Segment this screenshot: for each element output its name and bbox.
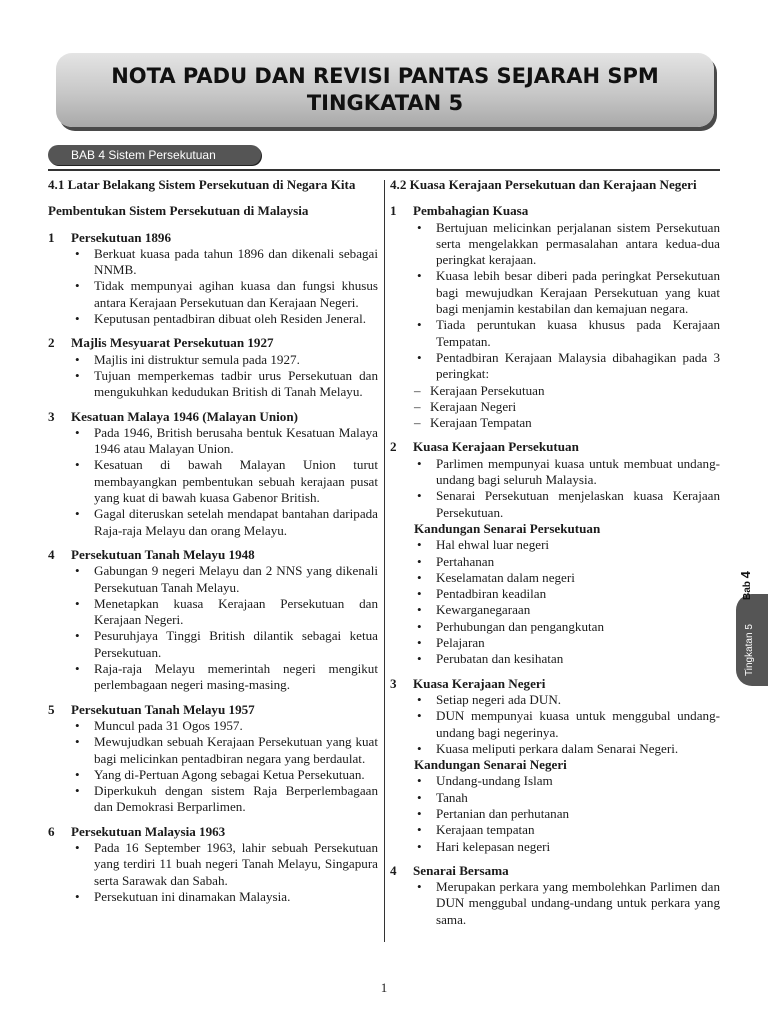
- section-heading: [390, 439, 720, 455]
- bullet-list: [390, 456, 720, 521]
- section-heading: [390, 676, 720, 692]
- section-pembahagian-kuasa: [390, 203, 720, 431]
- bullet-list: [390, 220, 720, 383]
- section-number: 3: [48, 408, 55, 424]
- list-item: • Berkuat kuasa pada tahun 1896 dan dikenali sebagai NNMB.: [72, 246, 378, 279]
- senarai-negeri-list: [390, 773, 720, 854]
- list-item: • Pada 1946, British berusaha bentuk Kesatuan Malaya 1946 atau Malayan Union.: [72, 425, 378, 458]
- list-item: • Keputusan pentadbiran dibuat oleh Residen Jeneral.: [72, 311, 378, 327]
- section-title: Persekutuan 1896: [71, 229, 172, 245]
- section-number: 2: [48, 335, 55, 351]
- left-sections: [48, 230, 378, 906]
- list-item: • Muncul pada 31 Ogos 1957.: [72, 718, 378, 734]
- list-item: • Yang di-Pertuan Agong sebagai Ketua Persekutuan.: [72, 767, 378, 783]
- list-item: • Kesatuan di bawah Malayan Union turut membayangkan pembentukan sebuah kerajaan pusat yang kuat di bawah kuasa Gabenor British.: [72, 457, 378, 506]
- bullet-list: [48, 718, 378, 816]
- section-item: [48, 547, 378, 694]
- section-heading: [48, 824, 378, 840]
- list-item: • Senarai Persekutuan menjelaskan kuasa Kerajaan Persekutuan.: [414, 488, 720, 521]
- section-title: Senarai Bersama: [413, 862, 509, 878]
- left-column: [48, 177, 378, 913]
- section-number: 4: [48, 546, 55, 562]
- list-item: • Pentadbiran keadilan: [414, 586, 720, 602]
- list-item: • Kerajaan tempatan: [414, 822, 720, 838]
- section-title: Kuasa Kerajaan Persekutuan: [413, 439, 579, 455]
- section-item: [48, 409, 378, 539]
- list-item: • Gagal diteruskan setelah mendapat bantahan daripada Raja-raja Melayu dan orang Melayu.: [72, 506, 378, 539]
- section-number: 1: [48, 229, 55, 245]
- left-heading: 4.1 Latar Belakang Sistem Persekutuan di Negara Kita: [48, 177, 356, 192]
- list-item: • Raja-raja Melayu memerintah negeri mengikut perlembagaan negeri masing-masing.: [72, 661, 378, 694]
- section-heading: [390, 203, 720, 219]
- list-item: • Kuasa lebih besar diberi pada peringkat Persekutuan bagi mewujudkan Kerajaan Persekutuan yang kuat bagi menjamin kestabilan dan kemajuan negara.: [414, 268, 720, 317]
- section-title: Kesatuan Malaya 1946 (Malayan Union): [71, 408, 298, 424]
- title-line-2: TINGKATAN 5: [306, 91, 464, 115]
- list-item: • Merupakan perkara yang membolehkan Parlimen dan DUN menggubal undang-undang untuk perkara yang sama.: [414, 879, 720, 928]
- bullet-list: [48, 840, 378, 905]
- section-title: Persekutuan Malaysia 1963: [71, 823, 226, 839]
- title-banner: [56, 53, 714, 127]
- section-item: [48, 335, 378, 400]
- section-item: [48, 230, 378, 328]
- section-item: [48, 702, 378, 816]
- section-heading: [48, 547, 378, 563]
- list-item: • Setiap negeri ada DUN.: [414, 692, 720, 708]
- section-senarai-bersama: [390, 863, 720, 928]
- section-number: 6: [48, 823, 55, 839]
- header-rule: [48, 169, 720, 171]
- section-item: [48, 824, 378, 905]
- list-item: • Diperkukuh dengan sistem Raja Berperlembagaan dan Demokrasi Berparlimen.: [72, 783, 378, 816]
- list-item: • Pentadbiran Kerajaan Malaysia dibahagikan pada 3 peringkat:: [414, 350, 720, 383]
- list-item: • Majlis ini distruktur semula pada 1927.: [72, 352, 378, 368]
- list-title: Kandungan Senarai Persekutuan: [414, 520, 601, 536]
- list-item: • Hari kelepasan negeri: [414, 839, 720, 855]
- bullet-list: [48, 563, 378, 693]
- section-heading: [390, 863, 720, 879]
- section-kuasa-persekutuan: [390, 439, 720, 667]
- list-item: • Mewujudkan sebuah Kerajaan Persekutuan yang kuat bagi melicinkan pentadbiran negara yang berdaulat.: [72, 734, 378, 767]
- section-title: Pembahagian Kuasa: [413, 203, 529, 219]
- list-item: • DUN mempunyai kuasa untuk menggubal undang-undang bagi negerinya.: [414, 708, 720, 741]
- chapter-label: [48, 145, 261, 165]
- bullet-list: [390, 692, 720, 757]
- section-kuasa-negeri: [390, 676, 720, 855]
- list-item: • Parlimen mempunyai kuasa untuk membuat undang-undang bagi seluruh Malaysia.: [414, 456, 720, 489]
- list-item: • Undang-undang Islam: [414, 773, 720, 789]
- section-heading: [48, 702, 378, 718]
- column-divider: [384, 180, 385, 942]
- chapter-label-text: BAB 4 Sistem Persekutuan: [71, 148, 216, 162]
- list-item: • Menetapkan kuasa Kerajaan Persekutuan dan Kerajaan Negeri.: [72, 596, 378, 629]
- section-number: 4: [390, 862, 397, 878]
- list-item: • Pelajaran: [414, 635, 720, 651]
- dash-item: – Kerajaan Tempatan: [414, 415, 720, 431]
- left-subheading: Pembentukan Sistem Persekutuan di Malaysia: [48, 203, 309, 219]
- section-number: 3: [390, 675, 397, 691]
- section-number: 1: [390, 203, 397, 219]
- section-title: Persekutuan Tanah Melayu 1948: [71, 546, 255, 562]
- list-item: • Tiada peruntukan kuasa khusus pada Kerajaan Tempatan.: [414, 317, 720, 350]
- title-line-1: NOTA PADU DAN REVISI PANTAS SEJARAH SPM: [111, 64, 659, 88]
- section-title: Persekutuan Tanah Melayu 1957: [71, 701, 255, 717]
- list-item: • Kewarganegaraan: [414, 602, 720, 618]
- senarai-persekutuan-list: [390, 537, 720, 667]
- dash-item: – Kerajaan Persekutuan: [414, 383, 720, 399]
- side-tab-text: Tingkatan 5: [744, 624, 755, 676]
- list-item: • Bertujuan melicinkan perjalanan sistem Persekutuan serta mengelakkan permasalahan antara kedua-dua peringkat kerajaan.: [414, 220, 720, 269]
- dash-item: – Kerajaan Negeri: [414, 399, 720, 415]
- section-number: 2: [390, 439, 397, 455]
- right-heading: 4.2 Kuasa Kerajaan Persekutuan dan Kerajaan Negeri: [390, 177, 697, 192]
- side-chapter-label: [738, 571, 753, 600]
- list-item: • Pesuruhjaya Tinggi British dilantik sebagai ketua Persekutuan.: [72, 628, 378, 661]
- bullet-list: [48, 352, 378, 401]
- section-number: 5: [48, 701, 55, 717]
- right-column: [390, 177, 720, 936]
- bullet-list: [390, 879, 720, 928]
- list-item: • Perubatan dan kesihatan: [414, 651, 720, 667]
- page-number: 1: [380, 980, 388, 995]
- section-title: Majlis Mesyuarat Persekutuan 1927: [71, 335, 274, 351]
- list-title: Kandungan Senarai Negeri: [414, 757, 567, 773]
- list-item: • Kuasa meliputi perkara dalam Senarai Negeri.: [414, 741, 720, 757]
- section-title: Kuasa Kerajaan Negeri: [413, 675, 546, 691]
- page-title: [56, 63, 714, 117]
- list-item: • Tidak mempunyai agihan kuasa dan fungsi khusus antara Kerajaan Persekutuan dan Kerajaan Negeri.: [72, 278, 378, 311]
- bullet-list: [48, 425, 378, 539]
- list-item: • Pertahanan: [414, 554, 720, 570]
- list-item: • Perhubungan dan pengangkutan: [414, 619, 720, 635]
- section-heading: [48, 409, 378, 425]
- section-heading: [48, 335, 378, 351]
- list-item: • Hal ehwal luar negeri: [414, 537, 720, 553]
- bullet-list: [48, 246, 378, 327]
- list-item: • Pada 16 September 1963, lahir sebuah Persekutuan yang terdiri 11 buah negeri Tanah Melayu, Singapura serta Sarawak dan Sabah.: [72, 840, 378, 889]
- side-bab-text: Bab: [742, 581, 753, 600]
- list-item: • Keselamatan dalam negeri: [414, 570, 720, 586]
- list-item: • Tanah: [414, 790, 720, 806]
- side-bab-number: 4: [738, 571, 753, 579]
- list-item: • Persekutuan ini dinamakan Malaysia.: [72, 889, 378, 905]
- list-item: • Tujuan memperkemas tadbir urus Persekutuan dan mengukuhkan kedudukan British di Tanah Melayu.: [72, 368, 378, 401]
- section-heading: [48, 230, 378, 246]
- list-item: • Gabungan 9 negeri Melayu dan 2 NNS yang dikenali Persekutuan Tanah Melayu.: [72, 563, 378, 596]
- list-item: • Pertanian dan perhutanan: [414, 806, 720, 822]
- dash-list: [390, 383, 720, 432]
